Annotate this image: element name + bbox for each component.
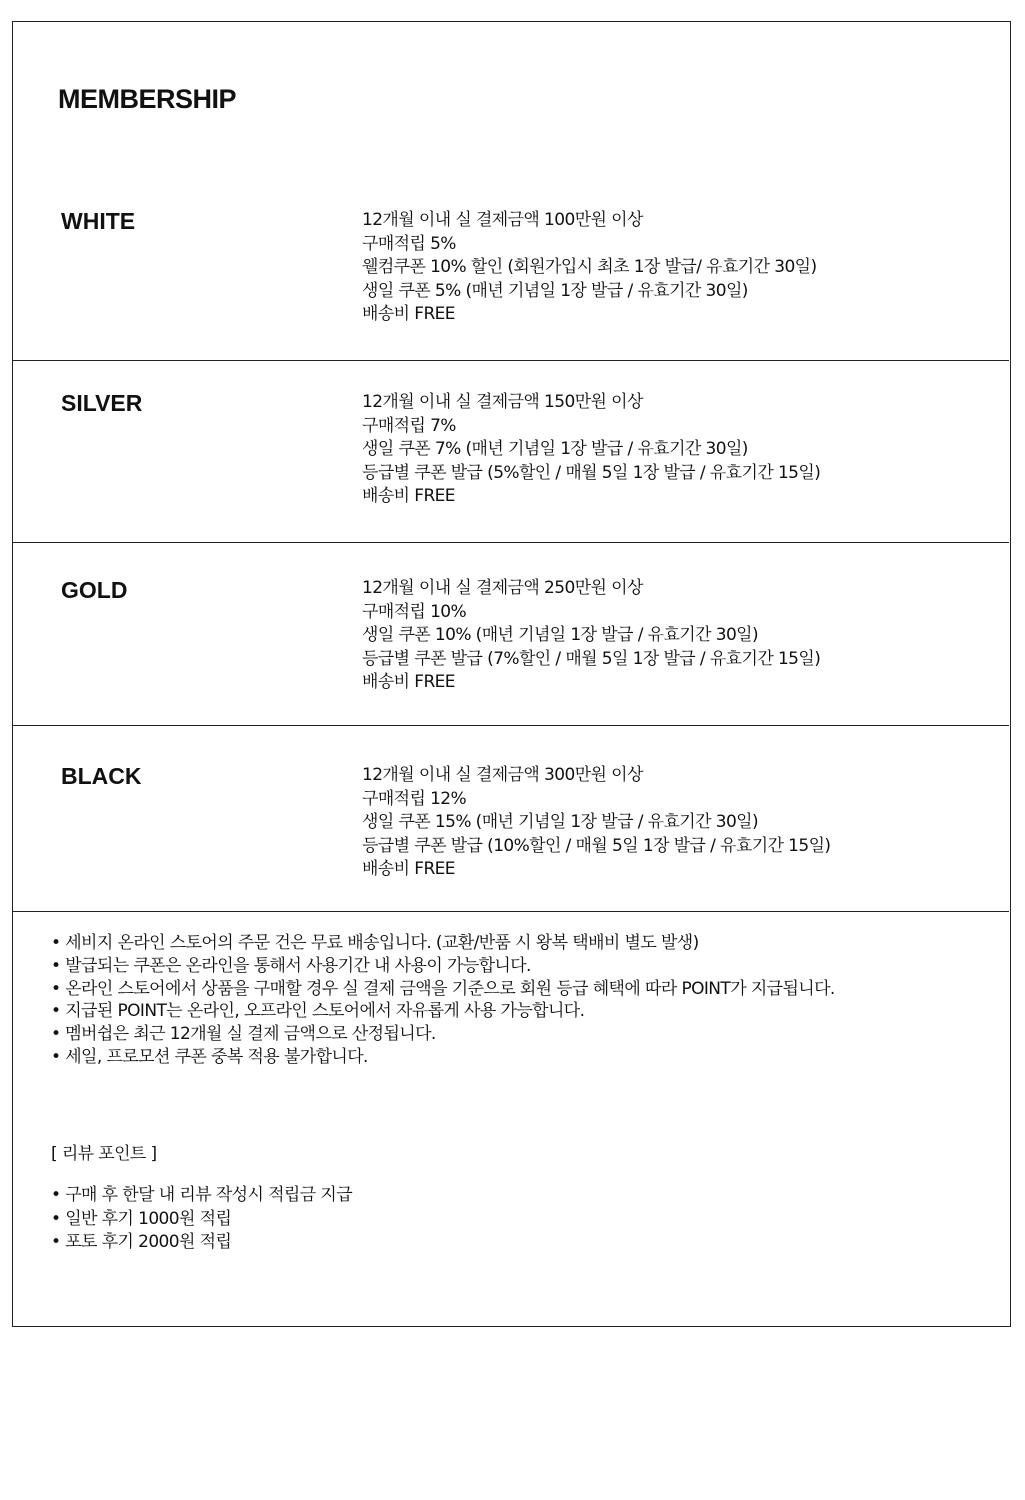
benefit-line: 12개월 이내 실 결제금액 300만원 이상 [362, 765, 643, 785]
benefit-line: 배송비 FREE [362, 859, 455, 880]
benefit-line: 생일 쿠폰 10% (매년 기념일 1장 발급 / 유효기간 30일) [362, 625, 759, 646]
benefit-line: 등급별 쿠폰 발급 (5%할인 / 매월 5일 1장 발급 / 유효기간 15일) [362, 462, 821, 483]
benefit-line: 배송비 FREE [362, 486, 455, 507]
tier-gold [13, 543, 1009, 726]
note-item: • 멤버쉽은 최근 12개월 실 결제 금액으로 산정됩니다. [51, 1023, 835, 1046]
note-item: • 지급된 POINT는 온라인, 오프라인 스토어에서 자유롭게 사용 가능합니다. [51, 1000, 835, 1023]
tier-name: BLACK [61, 763, 142, 789]
benefit-line: 구매적립 12% [362, 788, 467, 809]
review-item: • 포토 후기 2000원 적립 [51, 1231, 352, 1255]
benefit-line: 12개월 이내 실 결제금액 250만원 이상 [362, 578, 643, 598]
benefit-line: 생일 쿠폰 7% (매년 기념일 1장 발급 / 유효기간 30일) [362, 439, 748, 460]
tier-white [13, 179, 1009, 361]
membership-frame [12, 21, 1011, 1327]
benefit-line: 12개월 이내 실 결제금액 100만원 이상 [362, 210, 643, 230]
note-item: • 세비지 온라인 스토어의 주문 건은 무료 배송입니다. (교환/반품 시 왕복 택배비 별도 발생) [51, 932, 835, 955]
membership-notes [51, 932, 835, 1069]
tier-name: GOLD [61, 577, 128, 603]
tier-benefits [362, 209, 817, 327]
tier-name: SILVER [61, 390, 143, 416]
benefit-line: 생일 쿠폰 15% (매년 기념일 1장 발급 / 유효기간 30일) [362, 812, 759, 833]
tier-name: WHITE [61, 208, 136, 234]
benefit-line: 배송비 FREE [362, 304, 455, 325]
note-item: • 세일, 프로모션 쿠폰 중복 적용 불가합니다. [51, 1046, 835, 1069]
benefit-line: 웰컴쿠폰 10% 할인 (회원가입시 최초 1장 발급/ 유효기간 30일) [362, 257, 817, 278]
benefit-line: 등급별 쿠폰 발급 (10%할인 / 매월 5일 1장 발급 / 유효기간 15일) [362, 835, 831, 856]
benefit-line: 구매적립 5% [362, 233, 456, 254]
review-point-list [51, 1184, 352, 1255]
tier-benefits [362, 764, 830, 882]
note-item: • 발급되는 쿠폰은 온라인을 통해서 사용기간 내 사용이 가능합니다. [51, 955, 835, 978]
review-heading: [ 리뷰 포인트 ] [51, 1144, 157, 1164]
tier-black [13, 726, 1009, 912]
benefit-line: 12개월 이내 실 결제금액 150만원 이상 [362, 392, 643, 412]
note-item: • 온라인 스토어에서 상품을 구매할 경우 실 결제 금액을 기준으로 회원 등급 혜택에 따라 POINT가 지급됩니다. [51, 978, 835, 1001]
benefit-line: 등급별 쿠폰 발급 (7%할인 / 매월 5일 1장 발급 / 유효기간 15일) [362, 648, 821, 669]
benefit-line: 배송비 FREE [362, 672, 455, 693]
page-title: MEMBERSHIP [58, 84, 237, 114]
tier-benefits [362, 577, 820, 695]
benefit-line: 구매적립 10% [362, 601, 467, 622]
review-item: • 일반 후기 1000원 적립 [51, 1208, 352, 1232]
review-item: • 구매 후 한달 내 리뷰 작성시 적립금 지급 [51, 1184, 352, 1208]
benefit-line: 구매적립 7% [362, 415, 456, 436]
tier-benefits [362, 391, 820, 509]
benefit-line: 생일 쿠폰 5% (매년 기념일 1장 발급 / 유효기간 30일) [362, 280, 748, 301]
tier-silver [13, 361, 1009, 543]
